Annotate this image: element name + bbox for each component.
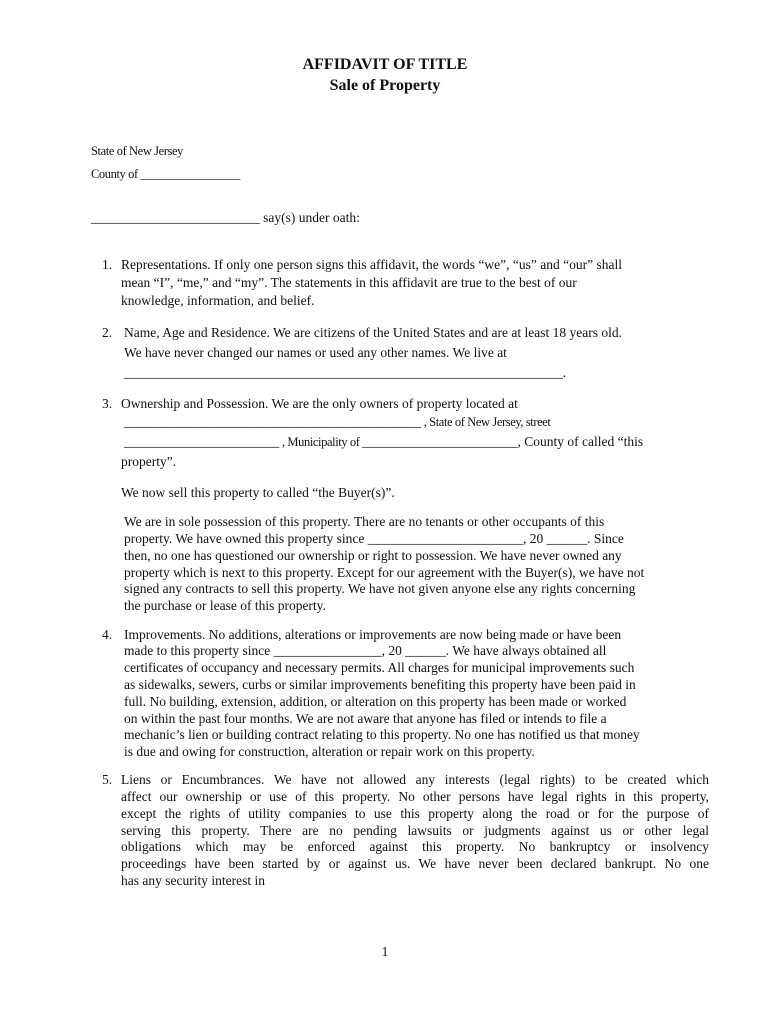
address-blank: ____________________________________________ [124, 414, 421, 429]
section-4-line: Improvements. No additions, alterations or improvements are now being made or have been [124, 627, 622, 642]
possession-line: then, no one has questioned our ownership or right to possession. We have never owned any [124, 548, 622, 563]
section-4-line: as sidewalks, sewers, curbs or similar improvements benefiting this property have been paid in [124, 677, 636, 692]
section-5-line: affect our ownership or use of this property. No other persons have legal rights in this property, [121, 789, 709, 804]
state-street-text: , State of New Jersey, street [421, 415, 551, 429]
section-5-line: has any security interest in [121, 873, 265, 888]
section-2-line: We have never changed our names or used any other names. We live at [124, 345, 507, 360]
document-subtitle: Sale of Property [329, 77, 441, 94]
county-text: , County of called “this [517, 434, 644, 449]
section-3-municipality-line [124, 433, 643, 451]
section-number: 3. [102, 396, 113, 411]
street-blank: _______________________ [124, 434, 280, 449]
possession-line: signed any contracts to sell this property. We have not given anyone else any rights concerning [124, 581, 636, 596]
section-number: 4. [102, 627, 113, 642]
page-number: 1 [381, 944, 389, 959]
section-4-line: is due and owing for construction, alteration or repair work on this property. [124, 744, 535, 759]
section-5-line: proceedings have been started by or against us. We have never been declared bankrupt. No one [121, 856, 709, 871]
state-line: State of New Jersey [91, 144, 184, 158]
section-number: 2. [102, 325, 113, 340]
section-3-line: Ownership and Possession. We are the only owners of property located at [121, 396, 518, 411]
section-3-street-line [124, 413, 551, 431]
section-4-line: made to this property since ________________, 20 ______. We have always obtained all [124, 643, 607, 658]
municipality-text: , Municipality of [279, 435, 363, 449]
section-2-line: Name, Age and Residence. We are citizens of the United States and are at least 18 years old. [124, 325, 622, 340]
section-4-line: mechanic’s lien or building contract relating to this property. No one has notified us that money [124, 727, 640, 742]
section-4-line: on within the past four months. We are not aware that anyone has filed or intends to file a [124, 711, 607, 726]
possession-line: property. We have owned this property since _______________________, 20 ______. Since [124, 531, 624, 546]
section-5-line: serving this property. There are no pending lawsuits or judgments against us or other legal [121, 823, 709, 838]
section-number: 1. [102, 257, 113, 272]
section-3-line: property”. [121, 454, 177, 469]
possession-line: the purchase or lease of this property. [124, 598, 326, 613]
county-line: County of _________________ [91, 167, 240, 181]
section-1-line: mean “I”, “me,” and “my”. The statements in this affidavit are true to the best of our [121, 275, 577, 290]
section-5-line: except the rights of utility companies to use this property along the road or for the purpose of [121, 806, 709, 821]
section-4-line: full. No building, extension, addition, or alteration on this property has been made or worked [124, 694, 627, 709]
oath-line: _________________________ say(s) under oath: [91, 210, 360, 225]
possession-line: We are in sole possession of this property. There are no tenants or other occupants of this [124, 514, 605, 529]
section-1-line: Representations. If only one person signs this affidavit, the words “we”, “us” and “our” shall [121, 257, 622, 272]
section-5-line: Liens or Encumbrances. We have not allowed any interests (legal rights) to be created which [121, 772, 709, 787]
possession-line: property which is next to this property. Except for our agreement with the Buyer(s), we have not [124, 565, 645, 580]
sell-statement: We now sell this property to called “the Buyer(s)”. [121, 485, 395, 500]
section-5-line: obligations which may be enforced against this property. No bankruptcy or insolvency [121, 839, 709, 854]
document-title: AFFIDAVIT OF TITLE [302, 56, 468, 73]
section-number: 5. [102, 772, 113, 787]
section-1-line: knowledge, information, and belief. [121, 293, 315, 308]
municipality-blank: _______________________ [362, 434, 518, 449]
section-2-line: _________________________________________________________________. [124, 365, 567, 380]
section-4-line: certificates of occupancy and necessary permits. All charges for municipal improvements such [124, 660, 635, 675]
